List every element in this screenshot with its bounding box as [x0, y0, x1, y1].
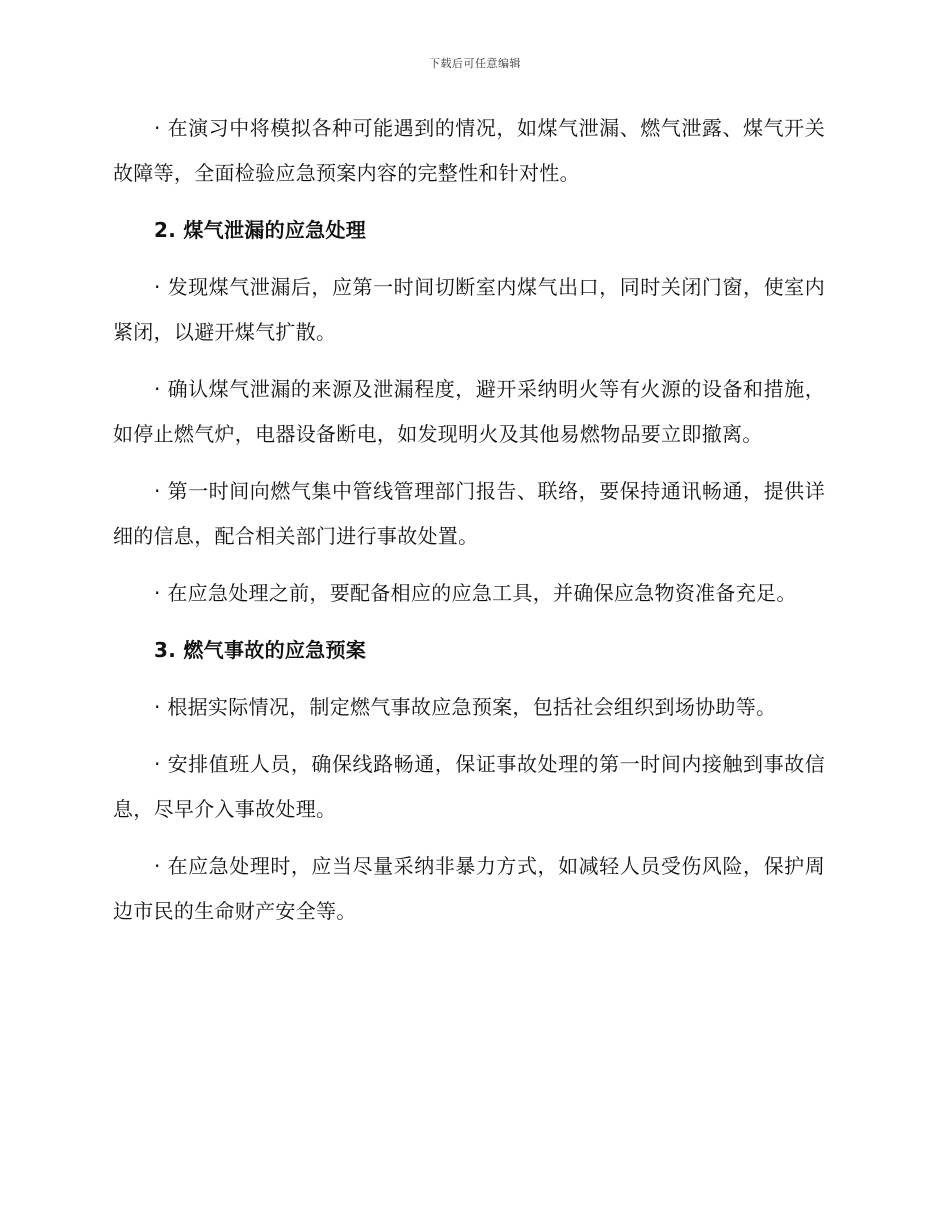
- document-body: [113, 106, 825, 946]
- page-header: 下载后可任意编辑: [429, 57, 521, 70]
- paragraph-prepare-tools: · 在应急处理之前，要配备相应的应急工具，并确保应急物资准备充足。: [154, 581, 797, 605]
- paragraph-drill-simulation: · 在演习中将模拟各种可能遇到的情况，如煤气泄漏、燃气泄露、煤气开关故障等，全面检验应急预案内容的完整性和针对性。: [113, 116, 825, 185]
- paragraph-report-department: · 第一时间向燃气集中管线管理部门报告、联络，要保持通讯畅通，提供详细的信息，配合相关部门进行事故处置。: [113, 479, 825, 548]
- paragraph-cut-gas-outlet: · 发现煤气泄漏后，应第一时间切断室内煤气出口，同时关闭门窗，使室内紧闭，以避开煤气扩散。: [113, 275, 825, 344]
- section-heading-emergency-plan: 3. 燃气事故的应急预案: [154, 638, 367, 662]
- paragraph-formulate-plan: · 根据实际情况，制定燃气事故应急预案，包括社会组织到场协助等。: [154, 695, 777, 719]
- paragraph-duty-staff: · 安排值班人员，确保线路畅通，保证事故处理的第一时间内接触到事故信息，尽早介入事故处理。: [113, 752, 825, 821]
- paragraph-confirm-leak-source: · 确认煤气泄漏的来源及泄漏程度，避开采纳明火等有火源的设备和措施，如停止燃气炉，电器设备断电，如发现明火及其他易燃物品要立即撤离。: [113, 377, 825, 446]
- paragraph-non-violent-methods: · 在应急处理时，应当尽量采纳非暴力方式，如减轻人员受伤风险，保护周边市民的生命财产安全等。: [113, 854, 825, 923]
- section-heading-gas-leak: 2. 煤气泄漏的应急处理: [154, 218, 367, 242]
